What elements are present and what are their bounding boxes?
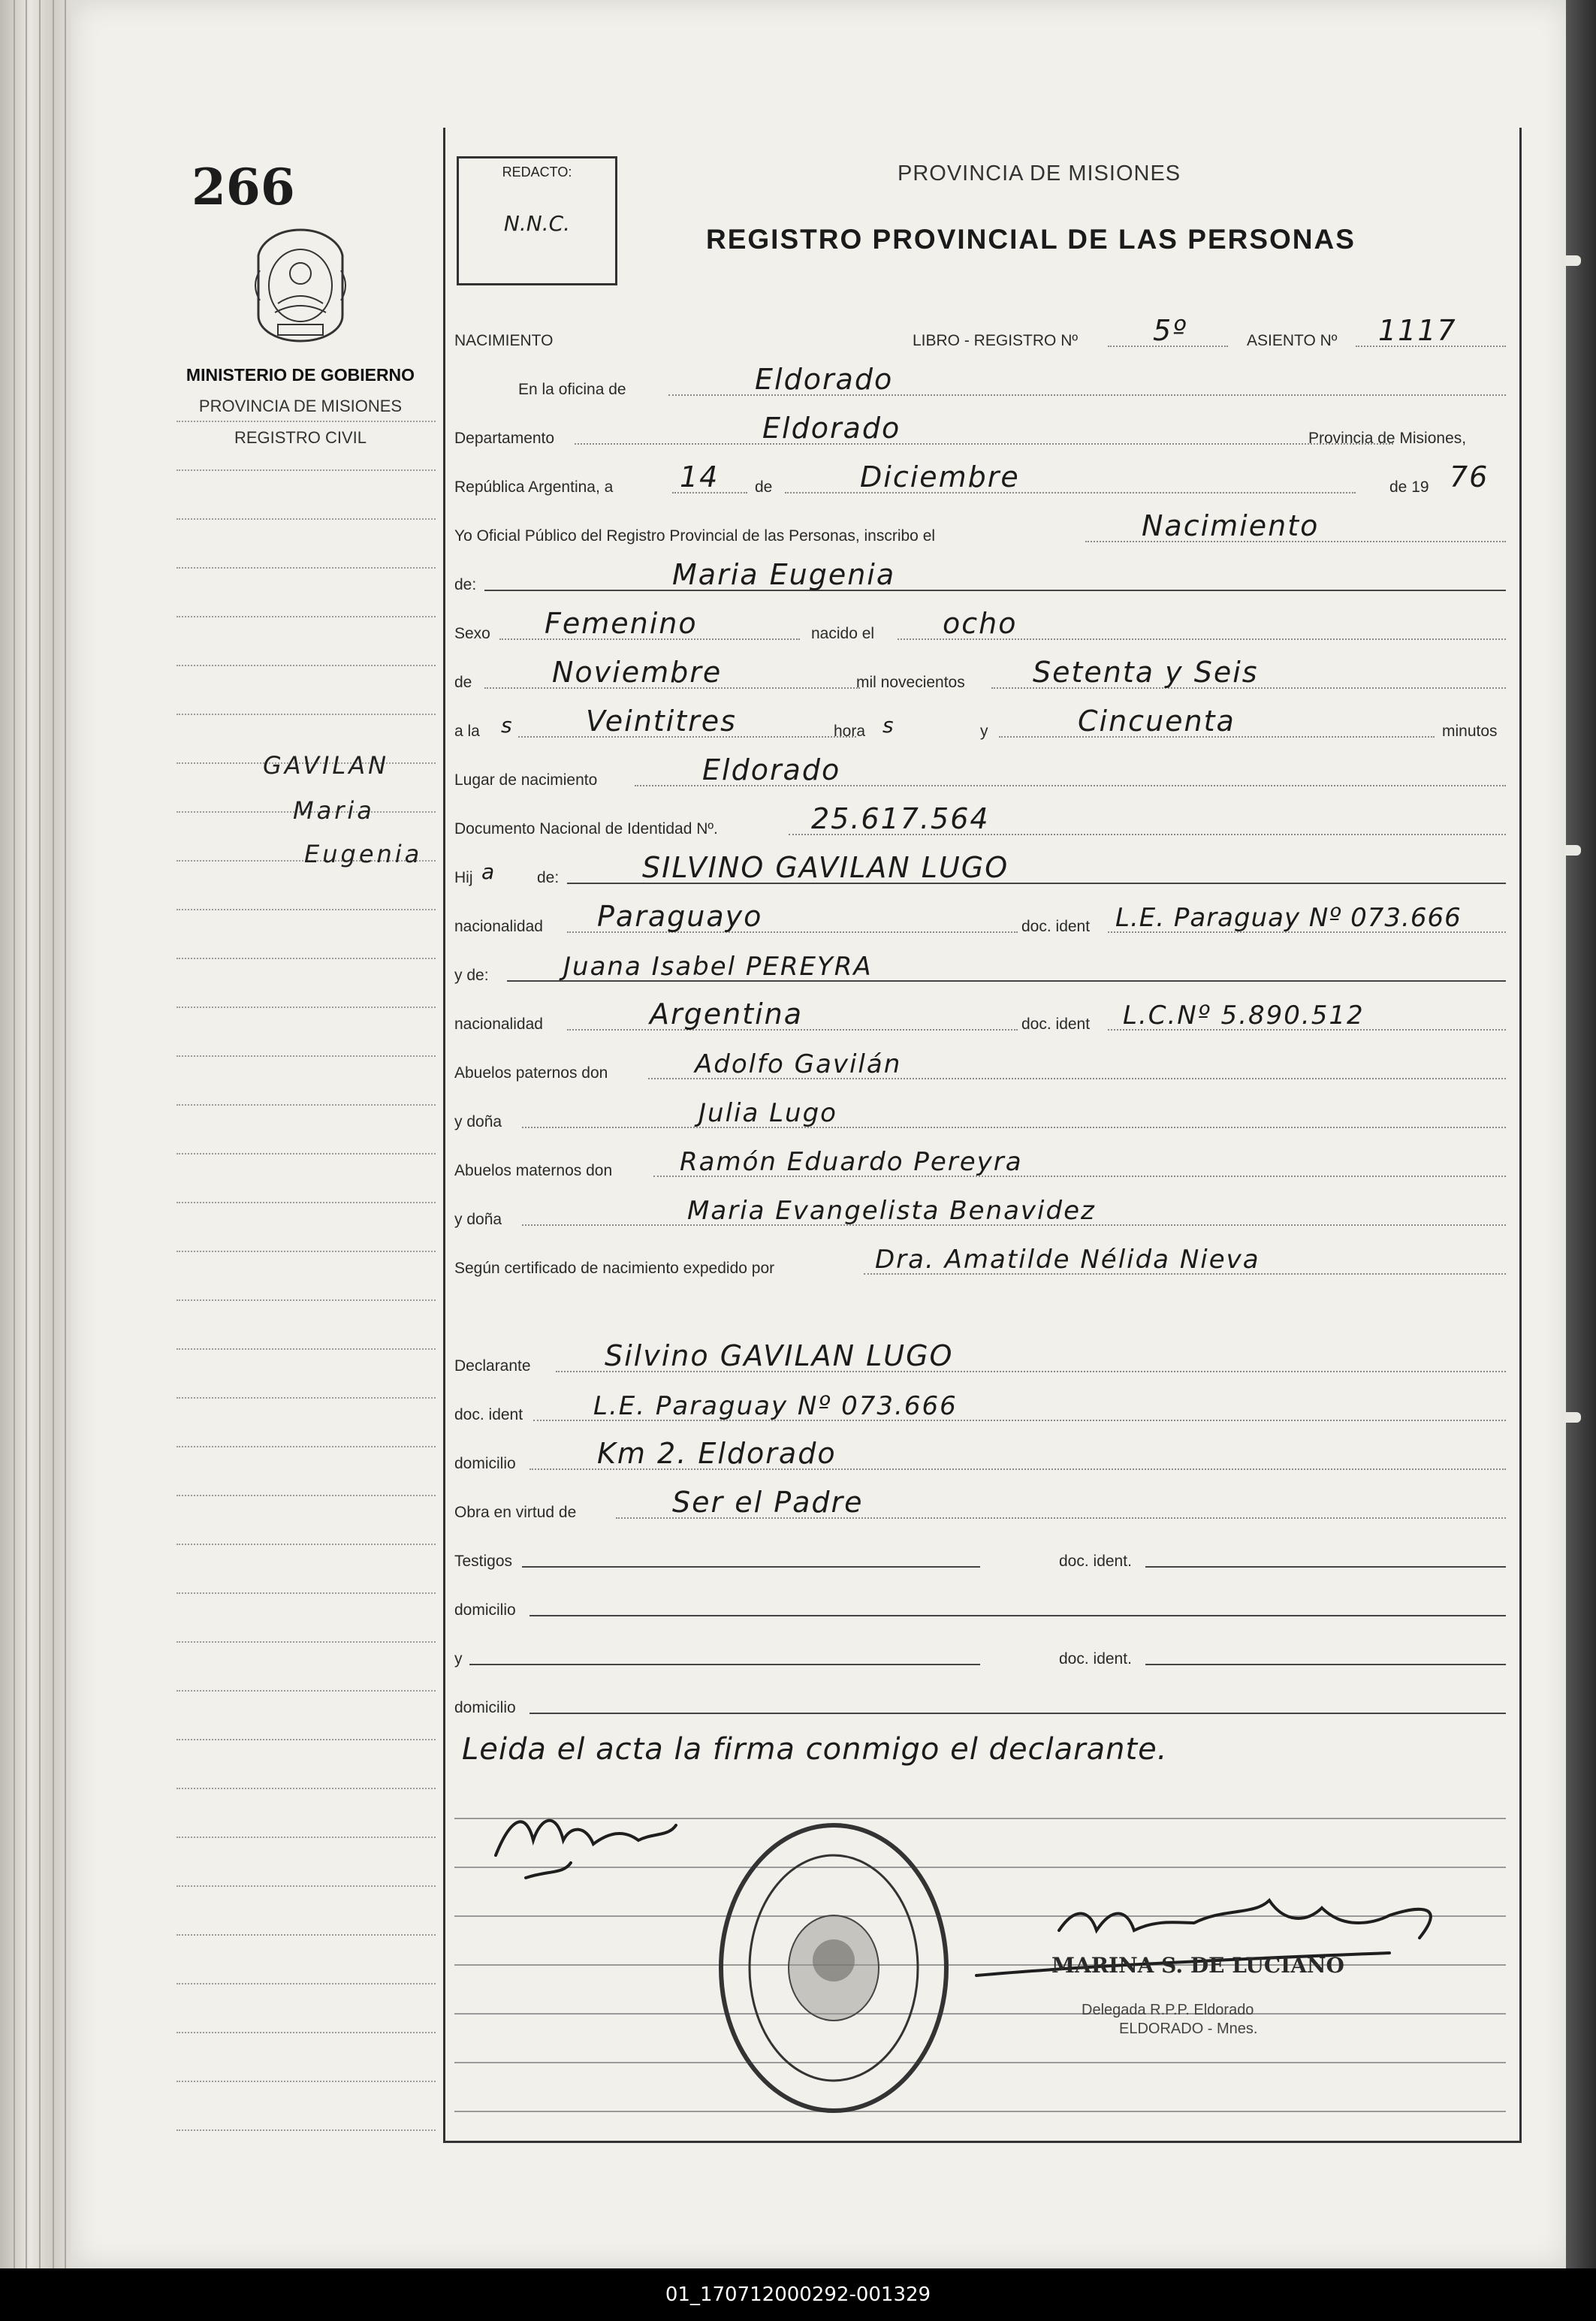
header-registry: REGISTRO PROVINCIAL DE LAS PERSONAS	[706, 224, 1356, 255]
y-de-label: y de:	[454, 967, 489, 984]
margin-second-name: Eugenia	[304, 840, 423, 868]
madre-value: Juana Isabel PEREYRA	[563, 952, 873, 982]
padre-value: SILVINO GAVILAN LUGO	[642, 851, 1009, 884]
margin-rule	[176, 421, 436, 422]
row-testigos	[454, 1529, 1506, 1574]
redacto-label: REDACTO:	[502, 164, 572, 180]
nacionalidad-label: nacionalidad	[454, 918, 543, 935]
margin-rule	[176, 518, 436, 520]
page-number: 266	[192, 158, 295, 216]
obra-value: Ser el Padre	[672, 1486, 864, 1519]
margin-given-name: Maria	[293, 796, 375, 825]
asiento-label: ASIENTO Nº	[1247, 332, 1338, 349]
margin-rule	[176, 616, 436, 617]
hora-value: Veintitres	[586, 705, 737, 738]
republica-label: República Argentina, a	[454, 478, 614, 496]
declarante-value: Silvino GAVILAN LUGO	[605, 1339, 954, 1372]
declarant-signature-icon	[481, 1788, 751, 1900]
margin-rule	[176, 1446, 436, 1447]
margin-rule	[176, 1592, 436, 1594]
abuelo-mat-value: Ramón Eduardo Pereyra	[680, 1147, 1023, 1177]
testigos-label: Testigos	[454, 1553, 513, 1570]
asiento-value: 1117	[1378, 314, 1457, 347]
margin-rule	[176, 1104, 436, 1106]
margin-rule	[176, 1495, 436, 1496]
ministry-name: MINISTERIO DE GOBIERNO	[186, 365, 415, 385]
redacto-value: N.N.C.	[503, 211, 571, 236]
certificado-label: Según certificado de nacimiento expedido por	[454, 1260, 775, 1277]
hora-label: hora	[834, 723, 866, 740]
declarante-label: Declarante	[454, 1357, 531, 1375]
row-dni	[454, 796, 1506, 841]
y-testigo-label: y	[454, 1650, 463, 1668]
row-departamento	[454, 406, 1506, 451]
ministry-province: PROVINCIA DE MISIONES	[198, 397, 403, 415]
ministry-office: REGISTRO CIVIL	[234, 428, 367, 447]
row-nacido-mes	[454, 650, 1506, 695]
margin-rule	[176, 2032, 436, 2033]
margin-rule	[176, 1202, 436, 1203]
obra-label: Obra en virtud de	[454, 1504, 577, 1521]
nacido-label: nacido el	[811, 625, 875, 642]
margin-rule	[176, 1837, 436, 1838]
margin-rule	[176, 1885, 436, 1887]
row-obra	[454, 1480, 1506, 1525]
mes-value: Diciembre	[860, 460, 1020, 493]
margin-rule	[176, 469, 436, 471]
margin-rule	[176, 1544, 436, 1545]
row-oficina	[454, 357, 1506, 402]
registry-seal-icon	[714, 1818, 954, 2118]
abuelos-pat-label: Abuelos paternos don	[454, 1064, 608, 1082]
row-abuelo-mat	[454, 1138, 1506, 1183]
y-dona-pat-label: y doña	[454, 1113, 502, 1130]
oficial-label: Yo Oficial Público del Registro Provincial de las Personas, inscribo el	[454, 527, 936, 545]
margin-rule	[176, 1348, 436, 1350]
margin-rule	[176, 1690, 436, 1692]
row-padre	[454, 845, 1506, 890]
padre-nac-value: Paraguayo	[597, 900, 763, 933]
margin-rule	[176, 909, 436, 910]
de-colon-label: de:	[454, 576, 477, 593]
y-dona-mat-label: y doña	[454, 1211, 502, 1228]
domicilio-testigo-1-label: domicilio	[454, 1601, 516, 1619]
row-declarante-doc	[454, 1382, 1506, 1427]
margin-rule	[176, 2081, 436, 2082]
row-abuela-mat	[454, 1187, 1506, 1232]
book-page-edges	[0, 0, 75, 2268]
row-inscribo	[454, 503, 1506, 548]
y-label: y	[980, 723, 988, 740]
sexo-label: Sexo	[454, 625, 490, 642]
minutos-value: Cincuenta	[1078, 705, 1235, 738]
margin-rule	[176, 1739, 436, 1740]
official-title: Delegada R.P.P. Eldorado	[1082, 2002, 1254, 2018]
nacido-dia-value: ocho	[943, 607, 1018, 640]
row-domicilio-testigo-2	[454, 1675, 1506, 1720]
nacido-anio-value: Setenta y Seis	[1033, 656, 1259, 689]
provincia-label: Provincia de Misiones,	[1308, 430, 1467, 447]
header-province: PROVINCIA DE MISIONES	[898, 161, 1181, 186]
de-month-label: de	[454, 674, 472, 691]
page-tab	[1564, 845, 1581, 856]
lugar-value: Eldorado	[702, 753, 841, 786]
redacto-box	[457, 156, 617, 285]
oficina-label: En la oficina de	[518, 381, 626, 398]
row-closing	[454, 1728, 1506, 1773]
row-fecha	[454, 454, 1506, 500]
certificado-value: Dra. Amatilde Nélida Nieva	[875, 1245, 1260, 1275]
row-domicilio-testigo-1	[454, 1577, 1506, 1622]
row-madre-nac	[454, 991, 1506, 1037]
row-hora	[454, 699, 1506, 744]
domicilio-label: domicilio	[454, 1455, 516, 1472]
testigos-doc-label: doc. ident.	[1059, 1553, 1132, 1570]
book-binding-edge	[1566, 0, 1596, 2268]
margin-rule	[176, 1007, 436, 1008]
record-rule	[454, 2013, 1506, 2015]
row-madre	[454, 943, 1506, 988]
declarante-doc-label: doc. ident	[454, 1406, 523, 1423]
libro-value: 5º	[1153, 314, 1188, 347]
domicilio-value: Km 2. Eldorado	[597, 1437, 837, 1470]
abuela-mat-value: Maria Evangelista Benavidez	[687, 1196, 1096, 1226]
row-abuelo-pat	[454, 1040, 1506, 1085]
departamento-label: Departamento	[454, 430, 555, 447]
record-type: NACIMIENTO	[454, 332, 554, 349]
margin-rule	[176, 714, 436, 715]
de-year-label: de 19	[1389, 478, 1429, 496]
row-sexo	[454, 601, 1506, 646]
nacido-mes-value: Noviembre	[552, 656, 723, 689]
declarante-doc-value: L.E. Paraguay Nº 073.666	[593, 1391, 958, 1421]
alas-label: a la	[454, 723, 480, 740]
margin-rule	[176, 1397, 436, 1399]
departamento-value: Eldorado	[762, 412, 901, 445]
abuela-pat-value: Julia Lugo	[698, 1098, 837, 1128]
row-testigo-2	[454, 1626, 1506, 1671]
record-rule	[454, 2111, 1506, 2112]
margin-rule	[176, 1299, 436, 1301]
madre-nac-value: Argentina	[650, 998, 804, 1031]
row-domicilio	[454, 1431, 1506, 1476]
row-padre-nac	[454, 894, 1506, 939]
madre-doc-label: doc. ident	[1021, 1016, 1091, 1033]
margin-rule	[176, 665, 436, 666]
alas-suffix: s	[501, 713, 514, 738]
madre-doc-value: L.C.Nº 5.890.512	[1123, 1001, 1365, 1031]
margin-rule	[176, 1788, 436, 1789]
row-lugar	[454, 747, 1506, 792]
margin-rule	[176, 1055, 436, 1057]
mil-label: mil novecientos	[856, 674, 965, 691]
scan-id-bar: 01_170712000292-001329	[0, 2268, 1596, 2321]
hora-suffix: s	[882, 713, 895, 738]
margin-rule	[176, 2129, 436, 2131]
margin-rule	[176, 567, 436, 569]
hij-suffix: a	[481, 859, 496, 884]
padre-doc-value: L.E. Paraguay Nº 073.666	[1115, 903, 1462, 933]
anio-value: 76	[1450, 460, 1489, 493]
margin-rule	[176, 1934, 436, 1936]
hij-de-label: de:	[537, 869, 560, 886]
provincial-crest-icon	[248, 225, 353, 346]
margin-rule	[176, 958, 436, 959]
minutos-label: minutos	[1442, 723, 1498, 740]
padre-doc-label: doc. ident	[1021, 918, 1091, 935]
page-tab	[1564, 255, 1581, 266]
record-rule	[454, 2062, 1506, 2063]
madre-nac-label: nacionalidad	[454, 1016, 543, 1033]
lugar-label: Lugar de nacimiento	[454, 771, 598, 789]
margin-surname: GAVILAN	[263, 751, 390, 780]
row-abuela-pat	[454, 1089, 1506, 1134]
abuelo-pat-value: Adolfo Gavilán	[695, 1049, 902, 1079]
domicilio-testigo-2-label: domicilio	[454, 1699, 516, 1716]
sexo-value: Femenino	[545, 607, 698, 640]
inscribo-value: Nacimiento	[1142, 509, 1320, 542]
page-tab	[1564, 1412, 1581, 1423]
row-nombre	[454, 552, 1506, 597]
margin-rule	[176, 1641, 436, 1643]
closing-text: Leida el acta la firma conmigo el declarante.	[462, 1732, 1168, 1767]
libro-label: LIBRO - REGISTRO Nº	[913, 332, 1079, 349]
dni-value: 25.617.564	[811, 802, 990, 835]
oficina-value: Eldorado	[755, 363, 894, 396]
nombre-value: Maria Eugenia	[672, 558, 896, 591]
hij-label: Hij	[454, 869, 473, 886]
official-name: MARINA S. DE LUCIANO	[1051, 1953, 1344, 1978]
de-label: de	[755, 478, 773, 496]
row-declarante	[454, 1333, 1506, 1378]
official-place: ELDORADO - Mnes.	[1119, 2021, 1258, 2037]
margin-rule	[176, 1251, 436, 1252]
margin-ruled-lines	[176, 421, 436, 2133]
margin-rule	[176, 1983, 436, 1984]
margin-rule	[176, 1153, 436, 1154]
dia-value: 14	[680, 460, 720, 493]
row-libro	[454, 308, 1506, 353]
row-certificado	[454, 1236, 1506, 1281]
testigo-2-doc-label: doc. ident.	[1059, 1650, 1132, 1668]
dni-label: Documento Nacional de Identidad Nº.	[454, 820, 718, 838]
abuelos-mat-label: Abuelos maternos don	[454, 1162, 613, 1179]
